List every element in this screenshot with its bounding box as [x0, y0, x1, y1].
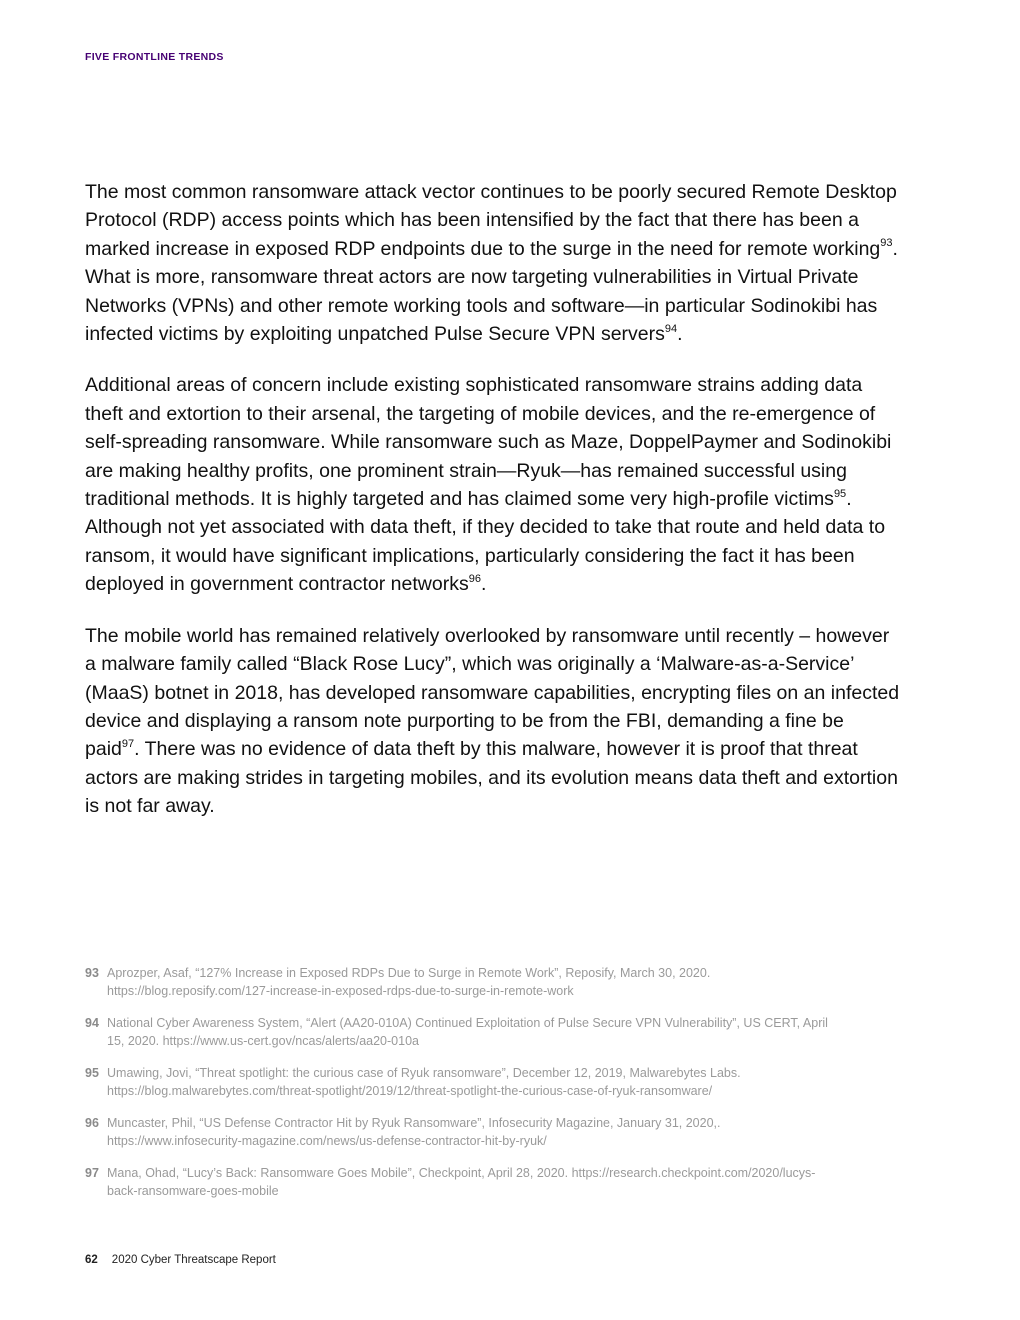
footnote — [85, 964, 845, 1000]
footnote-ref[interactable]: 96 — [468, 572, 481, 585]
footnote-text: Umawing, Jovi, “Threat spotlight: the curious case of Ryuk ransomware”, December 12, 2019, Malwarebytes Labs. https://blog.malwarebytes.com/threat-spotlight/2019/12/threat-spotlight-the-curious-case-of-ryuk-ransomware/ — [107, 1066, 741, 1098]
paragraph — [85, 622, 900, 821]
paragraph-text: The mobile world has remained relatively overlooked by ransomware until recently – however a malware family called “Black Rose Lucy”, which was originally a ‘Malware-as-a-Service’ (MaaS) botnet in 2018, has developed ransomware capabilities, encrypting files on an infected device and displaying a ransom note purporting to be from the FBI, demanding a fine be paid — [85, 624, 900, 761]
footnote-text: Muncaster, Phil, “US Defense Contractor Hit by Ryuk Ransomware”, Infosecurity Magazine, January 31, 2020,. https://www.infosecurity-magazine.com/news/us-defense-contractor-hit-by-ryuk/ — [107, 1116, 721, 1148]
footnote-number: 97 — [85, 1166, 99, 1180]
footnote — [85, 1064, 845, 1100]
footnote-number: 93 — [85, 966, 99, 980]
footnote — [85, 1114, 845, 1150]
footnote-text: National Cyber Awareness System, “Alert (AA20-010A) Continued Exploitation of Pulse Secure VPN Vulnerability”, US CERT, April 15, 2020. https://www.us-cert.gov/ncas/alerts/aa20-010a — [107, 1016, 828, 1048]
paragraph-text: . — [677, 323, 683, 346]
footnote-ref[interactable]: 97 — [121, 737, 135, 750]
report-title: 2020 Cyber Threatscape Report — [111, 1254, 276, 1266]
footnote-text: Aprozper, Asaf, “127% Increase in Exposed RDPs Due to Surge in Remote Work”, Reposify, March 30, 2020. https://blog.reposify.com/127-increase-in-exposed-rdps-due-to-surge-in-remote-work — [107, 966, 711, 998]
page-footer — [85, 1254, 276, 1266]
paragraph-text: . Although not yet associated with data theft, if they decided to take that route and held data to ransom, it would have significant implications, particularly considering the fact it has been deployed in government contractor networks — [85, 488, 886, 596]
paragraph-text: Additional areas of concern include existing sophisticated ransomware strains adding data theft and extortion to their arsenal, the targeting of mobile devices, and the re-emergence of self-spreading ransomware. While ransomware such as Maze, DoppelPaymer and Sodinokibi are making healthy profits, one prominent strain—Ryuk—has remained successful using traditional methods. It is highly targeted and has claimed some very high-profile victims — [85, 374, 892, 511]
paragraph-text: The most common ransomware attack vector continues to be poorly secured Remote Desktop Protocol (RDP) access points which has been intensified by the fact that there has been a marked increase in exposed RDP endpoints due to the surge in the need for remote working — [85, 181, 897, 260]
footnotes — [85, 964, 845, 1214]
paragraph-text: . — [480, 573, 487, 596]
footnote — [85, 1014, 845, 1050]
footnote-ref[interactable]: 94 — [664, 322, 678, 335]
footnote-number: 94 — [85, 1016, 99, 1030]
footnote-number: 96 — [85, 1116, 99, 1130]
paragraph — [85, 178, 900, 348]
footnote-text: Mana, Ohad, “Lucy’s Back: Ransomware Goes Mobile”, Checkpoint, April 28, 2020. https://research.checkpoint.com/2020/lucys-back-ransomware-goes-mobile — [107, 1166, 816, 1198]
paragraph-text: . What is more, ransomware threat actors are now targeting vulnerabilities in Virtual Private Networks (VPNs) and other remote working tools and software—in particular Sodinokibi has infected victims by exploiting unpatched Pulse Secure VPN servers — [85, 237, 898, 346]
paragraph — [85, 371, 900, 598]
footnote-ref[interactable]: 93 — [880, 237, 893, 250]
paragraph-text: . There was no evidence of data theft by this malware, however it is proof that threat actors are making strides in targeting mobiles, and its evolution means data theft and extortion is not far away. — [85, 738, 898, 818]
section-label: FIVE FRONTLINE TRENDS — [85, 51, 224, 63]
footnote — [85, 1164, 845, 1200]
footnote-number: 95 — [85, 1066, 99, 1080]
body-text — [85, 178, 900, 844]
footnote-ref[interactable]: 95 — [833, 487, 847, 500]
page-number: 62 — [85, 1254, 98, 1266]
